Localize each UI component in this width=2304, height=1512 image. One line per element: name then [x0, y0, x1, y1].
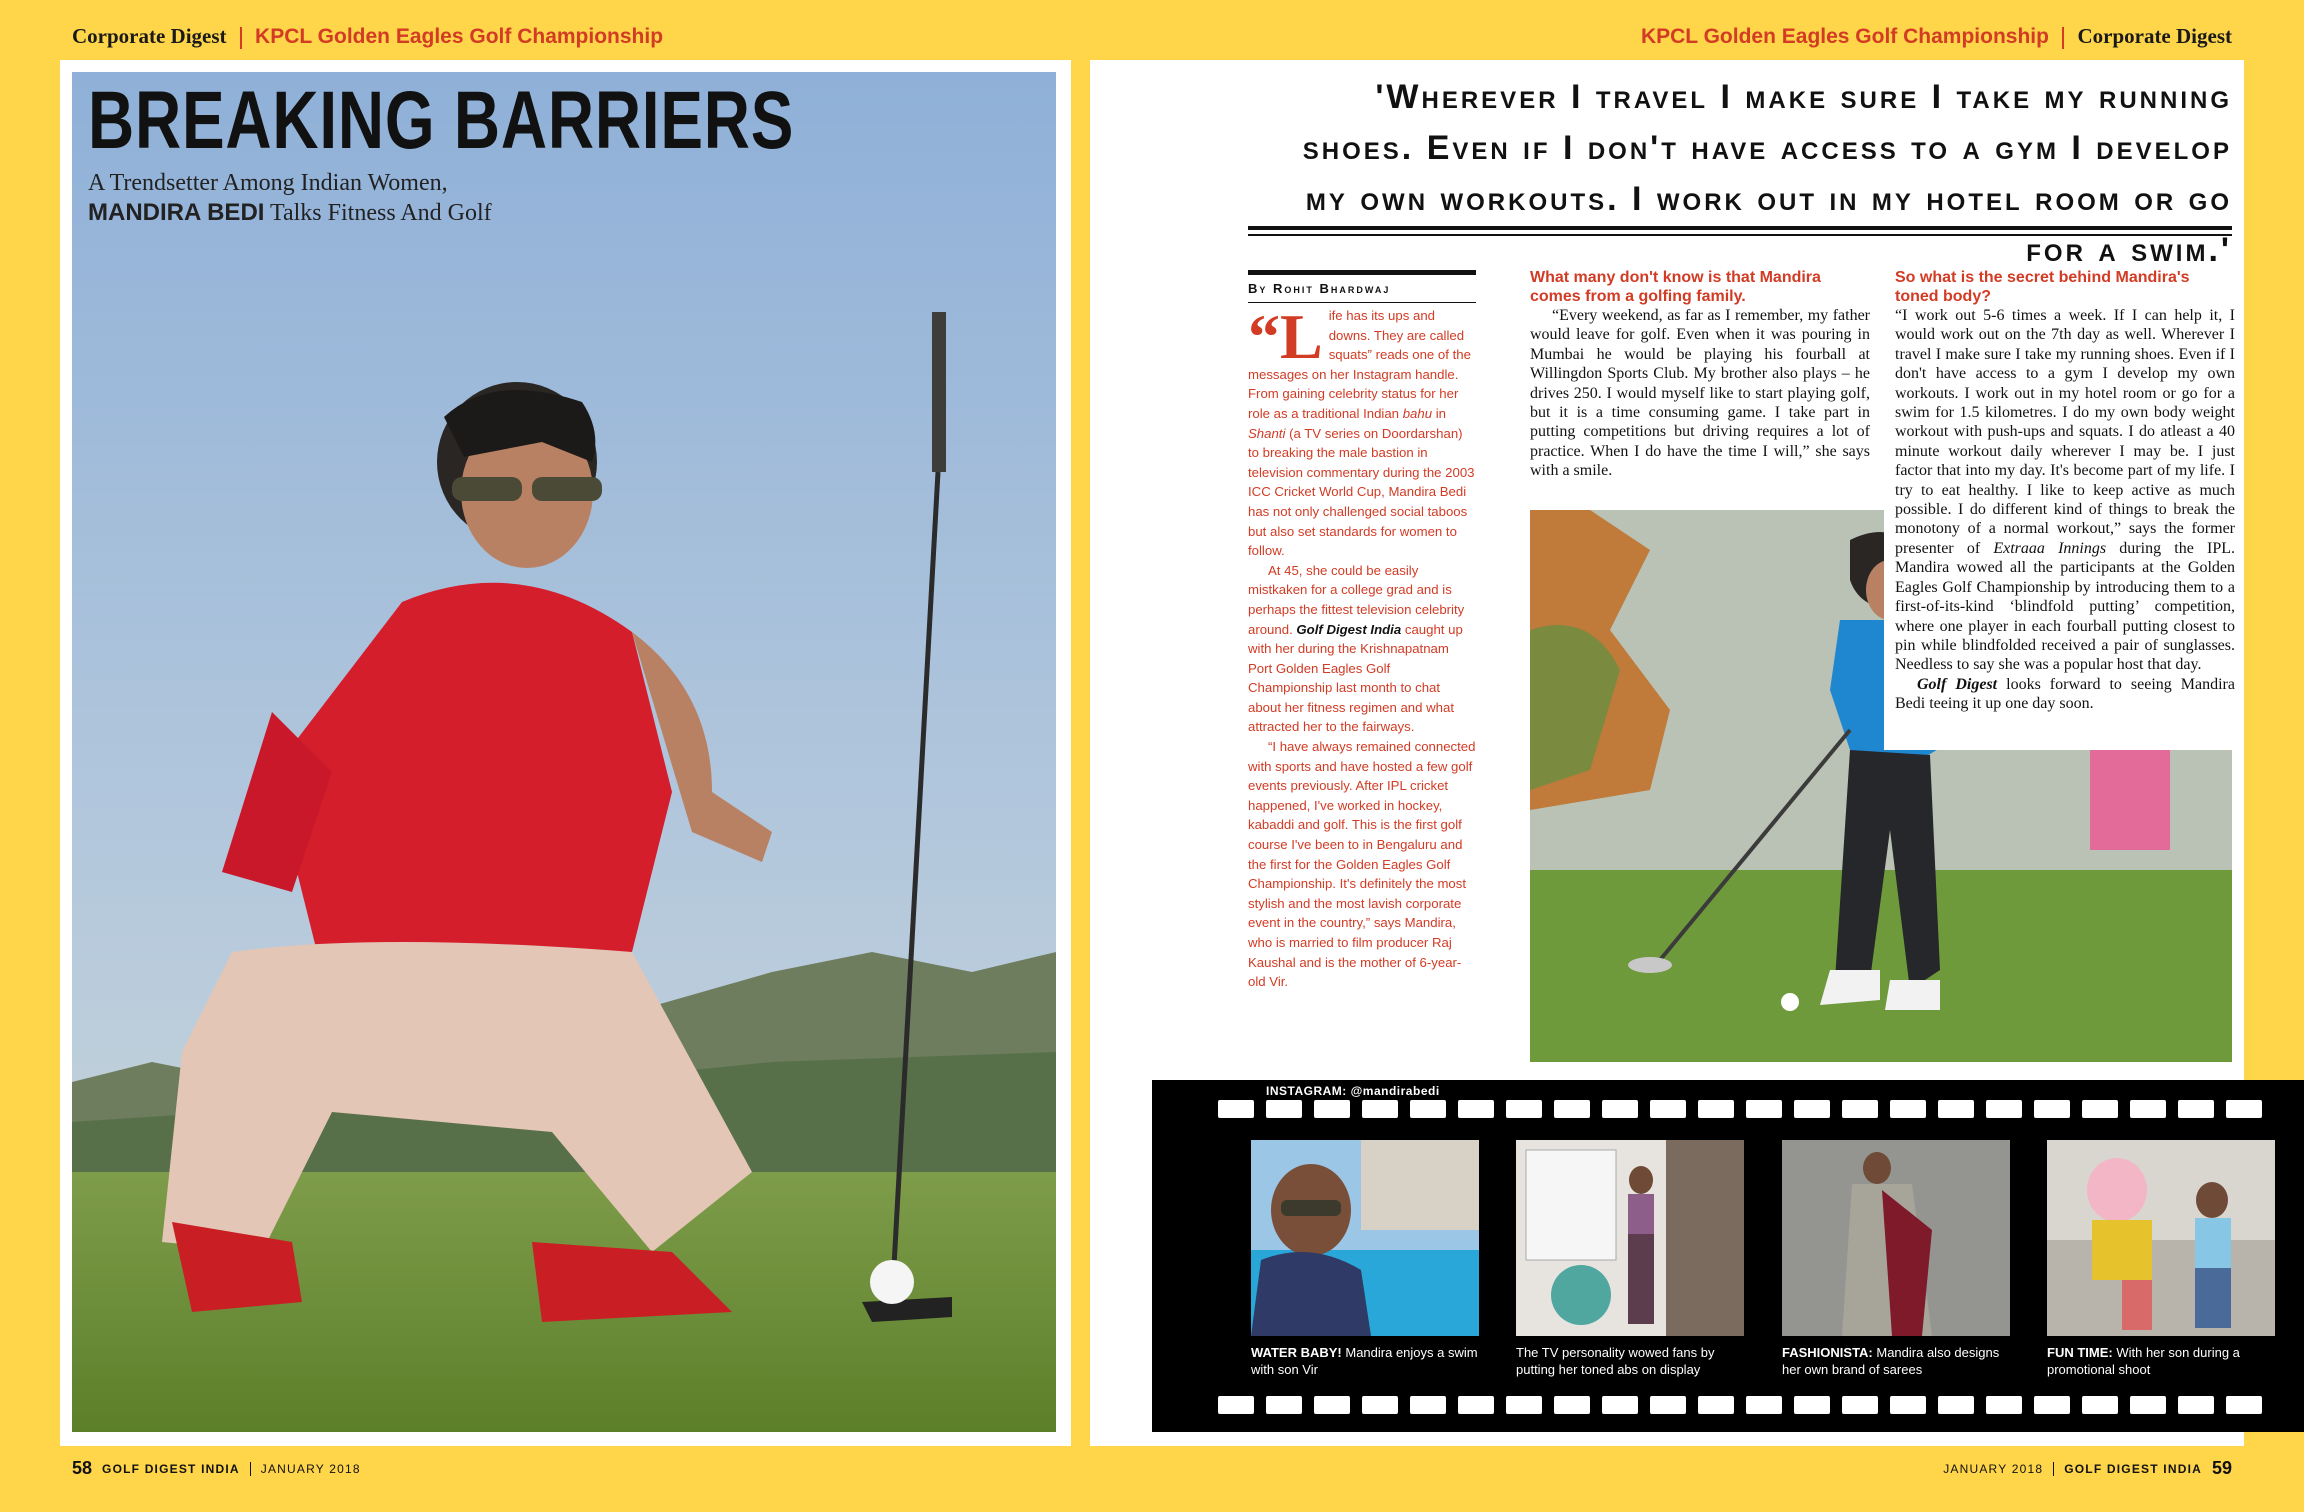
issue-date: JANUARY 2018: [260, 1461, 361, 1476]
intro-paragraph: “I have always remained connected with sports and have hosted a few golf events previously. After IPL cricket happened, I've worked in hockey, kabaddi and golf. This is the first golf course I've been to in Bengaluru and the first for the Golden Eagles Golf Championship. It's definitely the most stylish and the most lavish corporate event in the country,” says Mandira, who is married to film producer Raj Kaushal and is the mother of 6-year-old Vir.: [1248, 739, 1476, 990]
filmstrip-frame: [1516, 1140, 1744, 1378]
intro-paragraph: At 45, she could be easily mistkaken for a college grad and is perhaps the fittest television celebrity around. Golf Digest India caught up with her during the Krishnapatnam Port Golden Eagles Golf Championship last month to chat about her fitness regimen and what attracted her to the fairways.: [1248, 562, 1465, 735]
section-brand: Corporate Digest: [72, 24, 227, 48]
body-paragraph: “Every weekend, as far as I remember, my father would leave for golf. Even when it was pouring in Mumbai he would be playing his fourball at Willingdon Sports Club. My brother also plays – he drives 250. I would myself like to start playing golf, but it is a time consuming game. I take part in putting competitions but driving requires a lot of practice. When I do have the time I will,” she says with a smile.: [1530, 307, 1870, 480]
gym-photo: [1516, 1140, 1744, 1336]
event-name: KPCL Golden Eagles Golf Championship: [1640, 25, 2049, 48]
frame-caption: FUN TIME: With her son during a promotional shoot: [2047, 1345, 2240, 1377]
show-title: Extraaa Innings: [1993, 539, 2107, 557]
column-heading: What many don't know is that Mandira comes from a golfing family.: [1530, 269, 1821, 305]
promo-photo: [2047, 1140, 2275, 1336]
quote-divider: [1248, 226, 2232, 236]
running-header-right: [1641, 24, 2232, 49]
publication-name: GOLF DIGEST INDIA: [102, 1461, 240, 1476]
hero-photo: [72, 72, 1056, 1432]
folio-right: [1943, 1458, 2232, 1479]
header-divider: [240, 27, 242, 49]
instagram-handle: INSTAGRAM: @mandirabedi: [1266, 1084, 1440, 1098]
header-divider: [2062, 27, 2064, 49]
pool-selfie-photo: [1251, 1140, 1479, 1336]
body-column: [1530, 306, 1870, 481]
event-name: KPCL Golden Eagles Golf Championship: [255, 25, 664, 48]
body-paragraph: “I work out 5-6 times a week. If I can help it, I would work out on the 7th day as well. Wherever I travel I make sure I take my running shoes. Even if I don't have access to a gym I develop my own workouts. I work out in my hotel room or go for a swim for 1.5 kilometres. I do my own body weight workout with push-ups and squats. I do atleast a 40 minute workout daily wherever I may be. I just factor that into my day. It's become part of my life. I try to eat healthy. I like to keep active as much possible. I do different kind of things to break the monotony of a normal workout,” says the former presenter of Extraaa Innings during the IPL. Mandira wowed all the participants at the Golden Eagles Golf Championship by introducing them to a first-of-its-kind ‘blindfold putting’ competition, where one player in each fourball putting closest to pin while blindfolded received a pair of sunglasses. Needless to say she was a popular host that day.: [1895, 307, 2236, 674]
filmstrip-frame: [1251, 1140, 1479, 1378]
column-heading: So what is the secret behind Mandira's toned body?: [1895, 269, 2190, 305]
intro-paragraph: “Life has its ups and downs. They are called squats” reads one of the messages on her Instagram handle. From gaining celebrity status for her role as a traditional Indian bahu in Shanti (a TV series on Doordarshan) to breaking the male bastion in television commentary during the 2003 ICC Cricket World Cup, Mandira Bedi has not only challenged social taboos but also set standards for women to follow.: [1248, 301, 1475, 559]
running-header-left: [72, 24, 663, 49]
page-number: 58: [72, 1458, 93, 1478]
issue-date: JANUARY 2018: [1943, 1461, 2044, 1476]
film-perforations: [1218, 1100, 2304, 1118]
section-brand: Corporate Digest: [2077, 24, 2232, 48]
body-column: [1895, 306, 2235, 714]
article-title: BREAKING BARRIERS: [88, 75, 795, 166]
body-paragraph: Golf Digest looks forward to seeing Mandira Bedi teeing it up one day soon.: [1895, 675, 2235, 713]
drop-cap: “L: [1248, 301, 1323, 372]
frame-caption: The TV personality wowed fans by putting her toned abs on display: [1516, 1345, 1715, 1377]
article-subtitle: [88, 168, 492, 228]
folio-left: [72, 1458, 361, 1479]
frame-caption: FASHIONISTA: Mandira also designs her own brand of sarees: [1782, 1345, 2000, 1377]
saree-photo: [1782, 1140, 2010, 1336]
pull-quote: 'Wherever I travel I make sure I take my running shoes. Even if I don't have access to a gym I develop my own workouts. I work out in my hotel room or go for a swim.': [1302, 78, 2232, 269]
filmstrip-frame: [2047, 1140, 2275, 1378]
publication-name: Golf Digest India: [1296, 621, 1402, 637]
instagram-filmstrip: [1152, 1080, 2304, 1432]
subtitle-line: A Trendsetter Among Indian Women,: [88, 170, 448, 196]
folio-divider: [2053, 1462, 2054, 1476]
folio-divider: [250, 1462, 251, 1476]
page-number: 59: [2211, 1458, 2232, 1478]
publication-name: Golf Digest: [1917, 675, 1998, 693]
film-perforations: [1218, 1396, 2304, 1414]
filmstrip-frame: [1782, 1140, 2010, 1378]
subtitle-rest: Talks Fitness And Golf: [264, 200, 492, 226]
publication-name: GOLF DIGEST INDIA: [2064, 1461, 2202, 1476]
frame-caption: WATER BABY! Mandira enjoys a swim with son Vir: [1251, 1345, 1478, 1377]
intro-column: [1248, 301, 1476, 992]
byline: By Rohit Bhardwaj: [1248, 270, 1476, 303]
subject-name: MANDIRA BEDI: [88, 199, 265, 226]
subtitle-line: [88, 198, 492, 228]
